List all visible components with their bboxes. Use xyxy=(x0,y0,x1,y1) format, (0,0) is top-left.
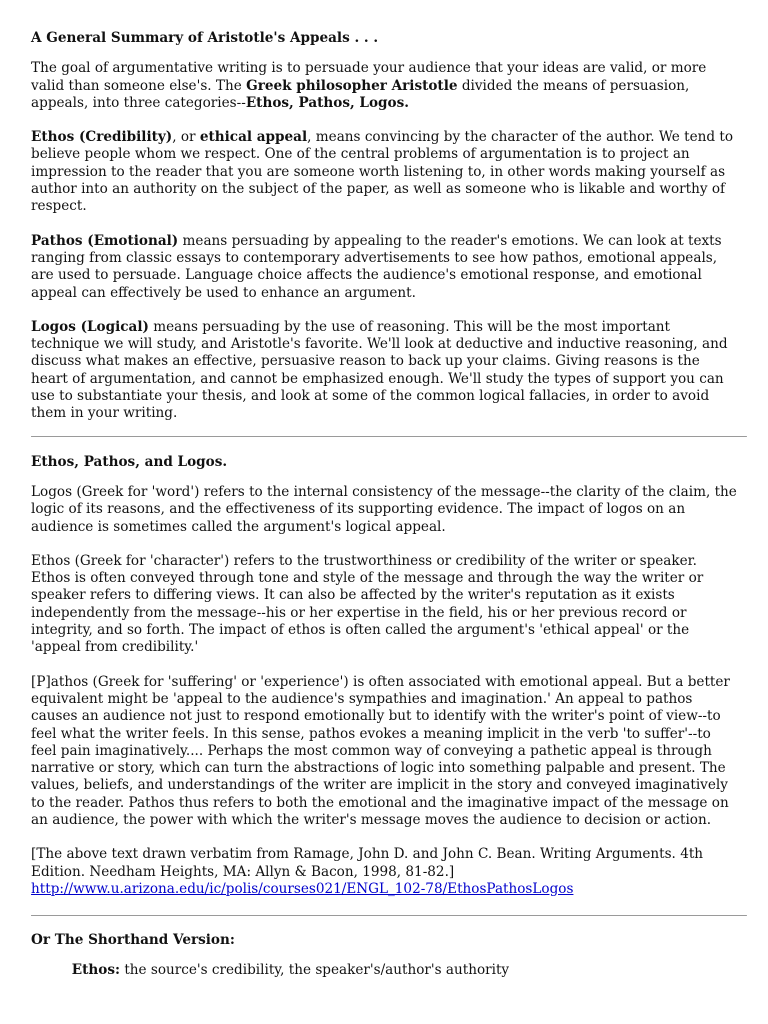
logos-text: means persuading by the use of reasoning. This will be the most important technique we will study, and Aristotle's favorite. We'll look at deductive and inductive reasoning, and discuss what makes an effective, persuasive reason to back up your claims. Giving reasons is the heart of argumentation, and cannot be emphasized enough. We'll study the types of support you can use to substantiate your thesis, and look at some of the common logical fallacies, in order to avoid them in your writing. xyxy=(31,318,728,422)
summary-section xyxy=(31,30,739,423)
definitions-section xyxy=(31,454,739,899)
ethos-join: , or xyxy=(172,129,200,146)
source-citation xyxy=(31,846,739,898)
ethos-text: , means convincing by the character of the author. We tend to believe people whom we respect. One of the central problems of argumentation is to project an impression to the reader that you are someone worth listening to, in other words making yourself as author into an authority on the subject of the paper, as well as someone who is likable and worthy of respect. xyxy=(31,129,734,215)
intro-paragraph xyxy=(31,60,739,112)
shorthand-section xyxy=(31,932,739,980)
logos-term: Logos (Logical) xyxy=(31,318,149,335)
pathos-definition: [P]athos (Greek for 'suffering' or 'experience') is often associated with emotional appeal. But a better equivalent might be 'appeal to the audience's sympathies and imagination.' An appeal to pathos causes an audience not just to respond emotionally but to identify with the writer's point of view--to feel what the writer feels. In this sense, pathos evokes a meaning implicit in the verb 'to suffer'--to feel pain imaginatively.... Perhaps the most common way of conveying a pathetic appeal is through narrative or story, which can turn the abstractions of logic into something palpable and present. The values, beliefs, and understandings of the writer are implicit in the story and conveyed imaginatively to the reader. Pathos thus refers to both the emotional and the imaginative impact of the message on an audience, the power with which the writer's message moves the audience to decision or action. xyxy=(31,673,730,828)
intro-bold-aristotle: Greek philosopher Aristotle xyxy=(246,77,458,94)
definitions-title: Ethos, Pathos, and Logos. xyxy=(31,453,228,470)
ethos-term: Ethos (Credibility) xyxy=(31,129,173,146)
pathos-text: means persuading by appealing to the reader's emotions. We can look at texts ranging from classic essays to contemporary advertisements to see how pathos, emotional appeals, are used to persuade. Language choice affects the audience's emotional response, and emotional appeal can effectively be used to enhance an argument. xyxy=(31,232,722,301)
ethos-definition: Ethos (Greek for 'character') refers to the trustworthiness or credibility of the writer or speaker. Ethos is often conveyed through tone and style of the message and through the way the writer or speaker refers to differing views. It can also be affected by the writer's reputation as it exists independently from the message--his or her expertise in the field, his or her previous record or integrity, and so forth. The impact of ethos is often called the argument's 'ethical appeal' or the 'appeal from credibility.' xyxy=(31,552,704,656)
divider xyxy=(31,915,747,916)
summary-title: A General Summary of Aristotle's Appeals . . . xyxy=(31,30,379,46)
shorthand-ethos xyxy=(72,962,739,979)
ethos-term-ethical-appeal: ethical appeal xyxy=(199,129,308,146)
logos-definition: Logos (Greek for 'word') refers to the internal consistency of the message--the clarity of the claim, the logic of its reasons, and the effectiveness of its supporting evidence. The impact of logos on an audience is sometimes called the argument's logical appeal. xyxy=(31,483,737,535)
pathos-paragraph xyxy=(31,233,739,302)
pathos-term: Pathos (Emotional) xyxy=(31,232,179,249)
shorthand-ethos-term: Ethos: xyxy=(71,962,121,979)
shorthand-ethos-text: the source's credibility, the speaker's/author's authority xyxy=(120,962,510,979)
ethos-paragraph xyxy=(31,129,739,215)
logos-paragraph xyxy=(31,319,739,423)
intro-text: The goal of argumentative writing is to persuade your audience that your ideas are valid, or more valid than someone else's. The xyxy=(31,60,707,94)
intro-text-mid: divided the means of persuasion, appeals, into three categories-- xyxy=(31,77,690,111)
source-link[interactable]: http://www.u.arizona.edu/ic/polis/courses021/ENGL_102-78/EthosPathosLogos xyxy=(31,880,574,897)
divider xyxy=(31,436,747,437)
shorthand-title: Or The Shorthand Version: xyxy=(31,932,235,949)
citation-text: [The above text drawn verbatim from Ramage, John D. and John C. Bean. Writing Arguments. 4th Edition. Needham Heights, MA: Allyn & Bacon, 1998, 81-82.] xyxy=(31,846,704,880)
intro-bold-categories: Ethos, Pathos, Logos. xyxy=(245,94,409,111)
